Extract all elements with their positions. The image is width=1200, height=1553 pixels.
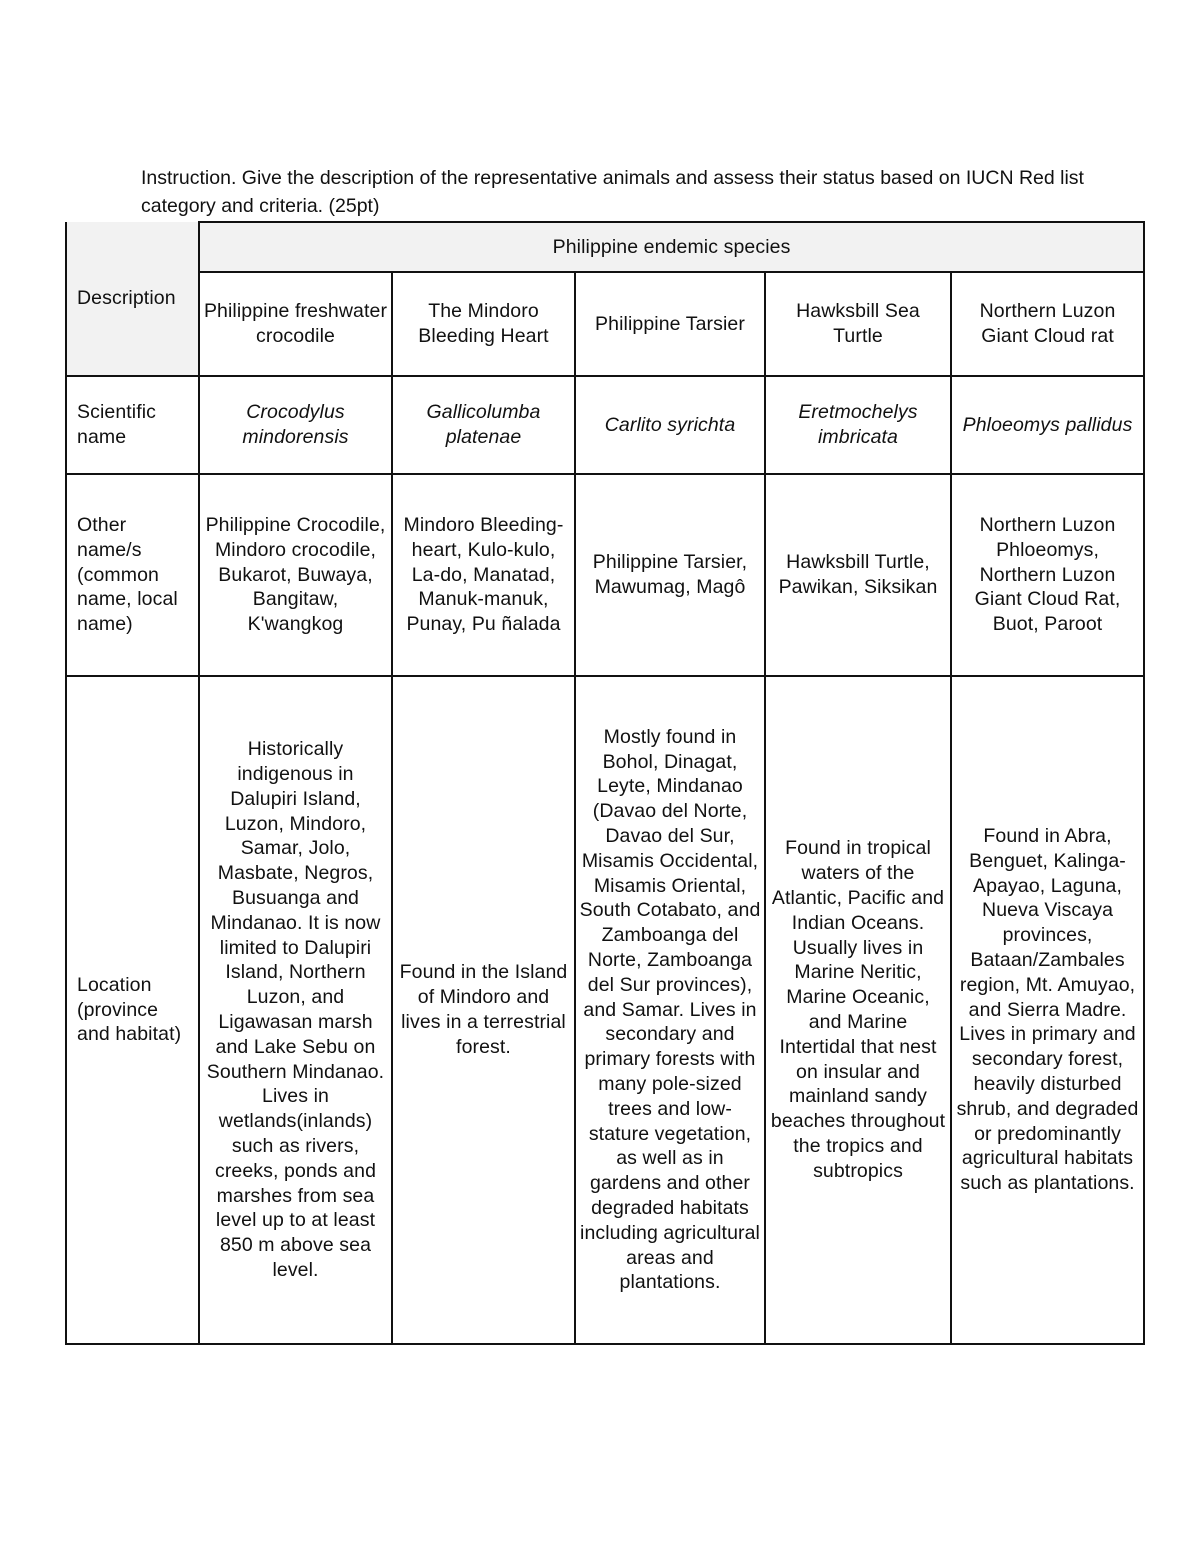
- location-cell: Found in the Island of Mindoro and lives in a terrestrial forest.: [392, 676, 575, 1344]
- location-cell: Found in Abra, Benguet, Kalinga-Apayao, Laguna, Nueva Viscaya provinces, Bataan/Zambales region, Mt. Amuyao, and Sierra Madre. Lives in primary and secondary forest, heavily disturbed shrub, and degraded or predominantly agricultural habitats such as plantations.: [951, 676, 1144, 1344]
- table-row: [66, 376, 1144, 474]
- other-names-cell: Northern Luzon Phloeomys, Northern Luzon Giant Cloud Rat, Buot, Paroot: [951, 474, 1144, 676]
- instruction-text: Instruction. Give the description of the representative animals and assess their status based on IUCN Red list category and criteria. (25pt): [141, 167, 1084, 217]
- table-row: [66, 676, 1144, 1344]
- other-names-cell: Hawksbill Turtle, Pawikan, Siksikan: [765, 474, 951, 676]
- species-name-cell: Hawksbill Sea Turtle: [765, 272, 951, 376]
- other-names-cell: Philippine Tarsier, Mawumag, Magô: [575, 474, 765, 676]
- location-cell: Found in tropical waters of the Atlantic, Pacific and Indian Oceans. Usually lives in Marine Neritic, Marine Oceanic, and Marine Intertidal that nest on insular and mainland sandy beaches throughout the tropics and subtropics: [765, 676, 951, 1344]
- scientific-name-cell: Phloeomys pallidus: [951, 376, 1144, 474]
- species-table: [65, 221, 1145, 1345]
- group-header-label: Philippine endemic species: [552, 235, 791, 258]
- species-name-cell: Philippine freshwater crocodile: [199, 272, 392, 376]
- table-row: [66, 474, 1144, 676]
- location-cell: Historically indigenous in Dalupiri Island, Luzon, Mindoro, Samar, Jolo, Masbate, Negros, Busuanga and Mindanao. It is now limited to Dalupiri Island, Northern Luzon, and Ligawasan marsh and Lake Sebu on Southern Mindanao. Lives in wetlands(inlands) such as rivers, creeks, ponds and marshes from sea level up to at least 850 m above sea level.: [199, 676, 392, 1344]
- species-name-cell: The Mindoro Bleeding Heart: [392, 272, 575, 376]
- scientific-name-cell: Crocodylus mindorensis: [199, 376, 392, 474]
- row-label-location: Location (province and habitat): [66, 676, 199, 1344]
- species-name-row: [66, 272, 1144, 376]
- other-names-cell: Philippine Crocodile, Mindoro crocodile, Bukarot, Buwaya, Bangitaw, K'wangkog: [199, 474, 392, 676]
- table-header-group-row: [66, 222, 1144, 272]
- species-name-cell: Northern Luzon Giant Cloud rat: [951, 272, 1144, 376]
- group-header-cell: [199, 222, 1144, 272]
- location-cell: Mostly found in Bohol, Dinagat, Leyte, Mindanao (Davao del Norte, Davao del Sur, Misamis Occidental, Misamis Oriental, South Cotabato, and Zamboanga del Norte, Zamboanga del Sur provinces), and Samar. Lives in secondary and primary forests with many pole-sized trees and low-stature vegetation, as well as in gardens and other degraded habitats including agricultural areas and plantations.: [575, 676, 765, 1344]
- description-header-cell: [66, 222, 199, 376]
- scientific-name-cell: Gallicolumba platenae: [392, 376, 575, 474]
- scientific-name-cell: Eretmochelys imbricata: [765, 376, 951, 474]
- row-label-other-names: Other name/s (common name, local name): [66, 474, 199, 676]
- row-label-scientific-name: Scientific name: [66, 376, 199, 474]
- scientific-name-cell: Carlito syrichta: [575, 376, 765, 474]
- description-label: Description: [77, 287, 176, 310]
- other-names-cell: Mindoro Bleeding-heart, Kulo-kulo, La-do, Manatad, Manuk-manuk, Punay, Pu ñalada: [392, 474, 575, 676]
- species-name-cell: Philippine Tarsier: [575, 272, 765, 376]
